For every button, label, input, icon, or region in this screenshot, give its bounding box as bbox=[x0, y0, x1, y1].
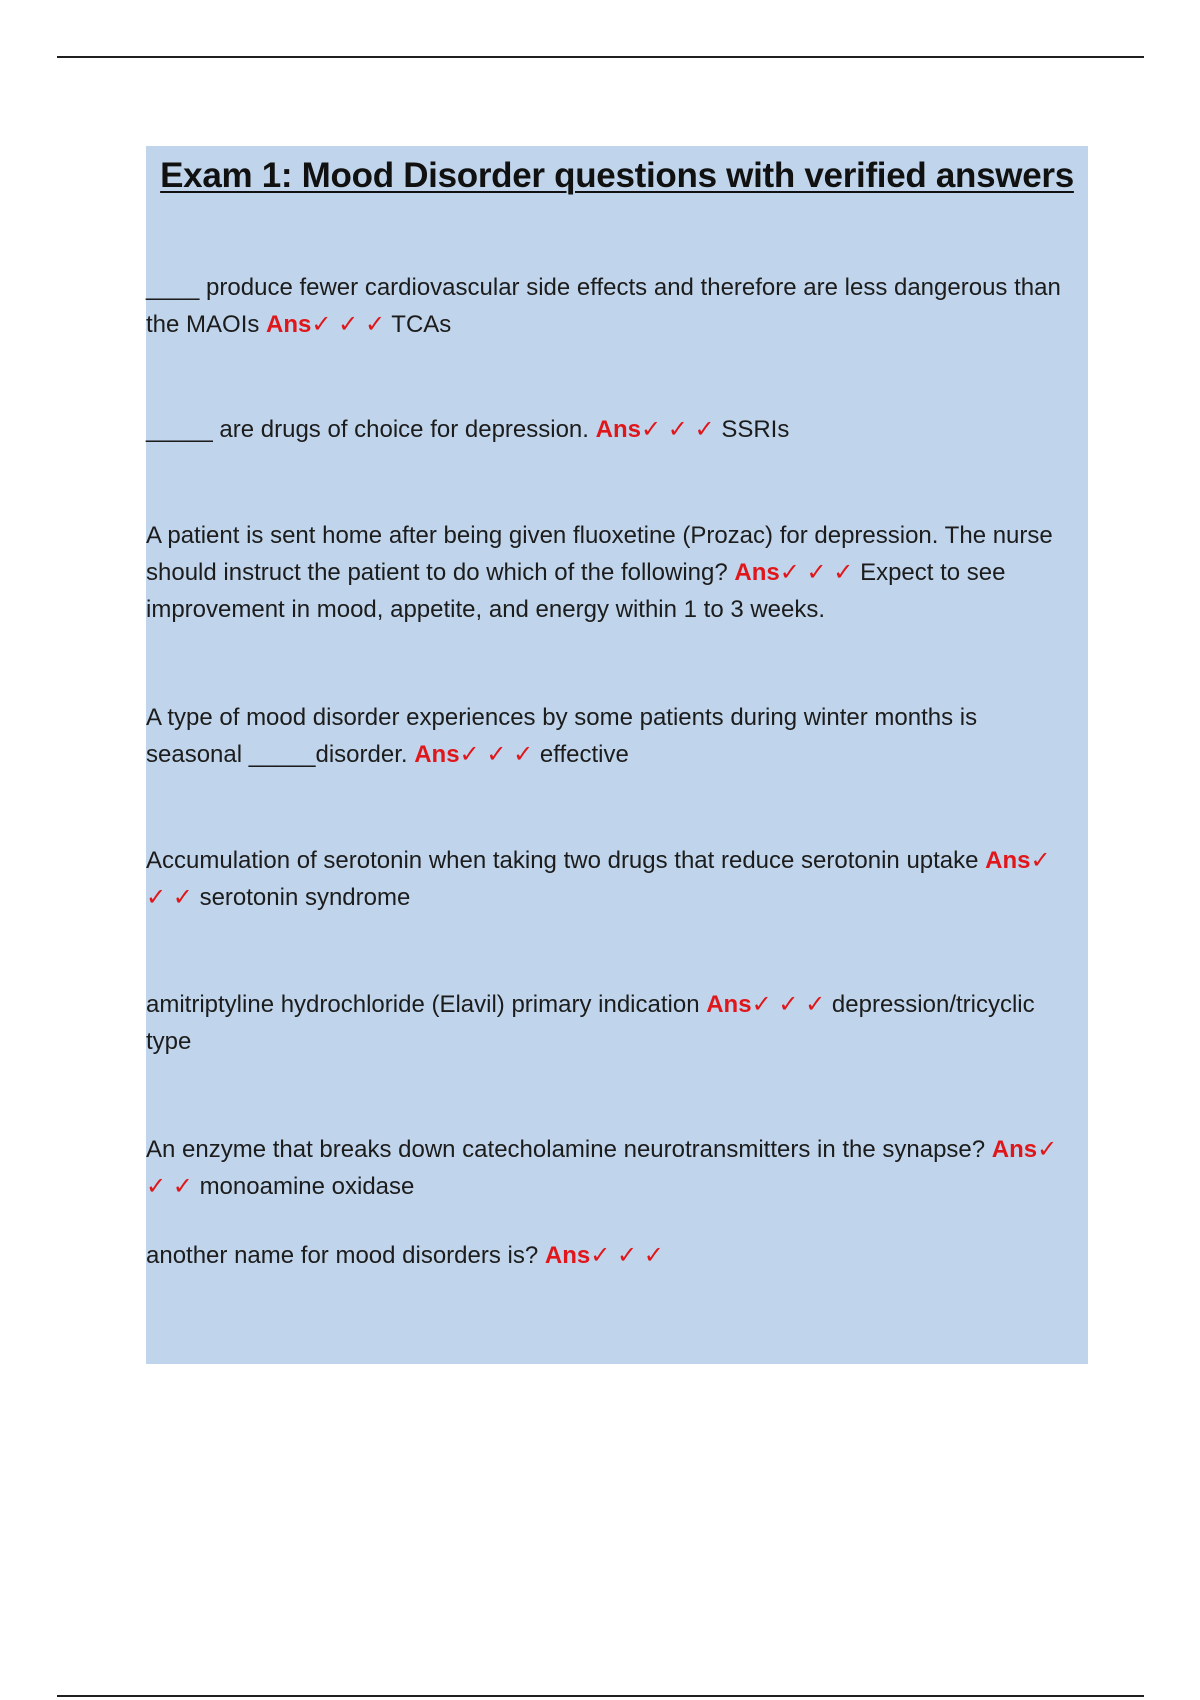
answer-marker: Ans bbox=[706, 991, 752, 1018]
exam-panel bbox=[146, 146, 1088, 1364]
footer-rule bbox=[57, 1695, 1144, 1697]
check-icon: ✓ ✓ ✓ bbox=[590, 1242, 664, 1269]
qa-item bbox=[146, 411, 1076, 448]
check-icon: ✓ ✓ ✓ bbox=[146, 1136, 1058, 1200]
answer-marker: Ans bbox=[595, 416, 641, 443]
check-icon: ✓ ✓ ✓ bbox=[779, 559, 854, 586]
question-text: another name for mood disorders is? bbox=[146, 1242, 539, 1269]
question-text: Accumulation of serotonin when taking two drugs that reduce serotonin uptake bbox=[146, 847, 979, 874]
qa-item bbox=[146, 1131, 1076, 1205]
answer-text: monoamine oxidase bbox=[199, 1173, 415, 1200]
qa-item bbox=[146, 269, 1076, 343]
document-title: Exam 1: Mood Disorder questions with verified answers bbox=[160, 156, 1074, 195]
answer-text: TCAs bbox=[391, 311, 452, 338]
question-text: ____ produce fewer cardiovascular side effects and therefore are less dangerous than the MAOIs bbox=[146, 274, 1061, 338]
answer-marker: Ans bbox=[991, 1136, 1038, 1163]
check-icon: ✓ ✓ ✓ bbox=[311, 311, 386, 338]
answer-text: effective bbox=[539, 741, 629, 768]
answer-text: SSRIs bbox=[721, 416, 790, 443]
check-icon: ✓ ✓ ✓ bbox=[146, 847, 1051, 911]
header-rule bbox=[57, 56, 1144, 58]
qa-item bbox=[146, 699, 1076, 773]
qa-item bbox=[146, 1237, 1076, 1274]
qa-item bbox=[146, 517, 1076, 628]
question-text: _____ are drugs of choice for depression. bbox=[146, 416, 589, 443]
question-text: An enzyme that breaks down catecholamine neurotransmitters in the synapse? bbox=[146, 1136, 986, 1163]
question-text: amitriptyline hydrochloride (Elavil) primary indication bbox=[146, 991, 700, 1018]
answer-text: Expect to see improvement in mood, appetite, and energy within 1 to 3 weeks. bbox=[146, 559, 1006, 623]
answer-text: depression/tricyclic type bbox=[146, 991, 1035, 1055]
qa-item bbox=[146, 986, 1076, 1060]
qa-item bbox=[146, 842, 1076, 916]
answer-marker: Ans bbox=[985, 847, 1031, 874]
check-icon: ✓ ✓ ✓ bbox=[640, 416, 715, 443]
check-icon: ✓ ✓ ✓ bbox=[751, 991, 826, 1018]
question-text: A type of mood disorder experiences by some patients during winter months is seasonal _____disorder. bbox=[146, 704, 978, 768]
check-icon: ✓ ✓ ✓ bbox=[459, 741, 534, 768]
answer-marker: Ans bbox=[734, 559, 780, 586]
answer-marker: Ans bbox=[266, 311, 312, 338]
answer-marker: Ans bbox=[414, 741, 460, 768]
question-text: A patient is sent home after being given fluoxetine (Prozac) for depression. The nurse should instruct the patient to do which of the following? bbox=[146, 522, 1053, 586]
answer-text: serotonin syndrome bbox=[199, 884, 411, 911]
answer-marker: Ans bbox=[544, 1242, 591, 1269]
